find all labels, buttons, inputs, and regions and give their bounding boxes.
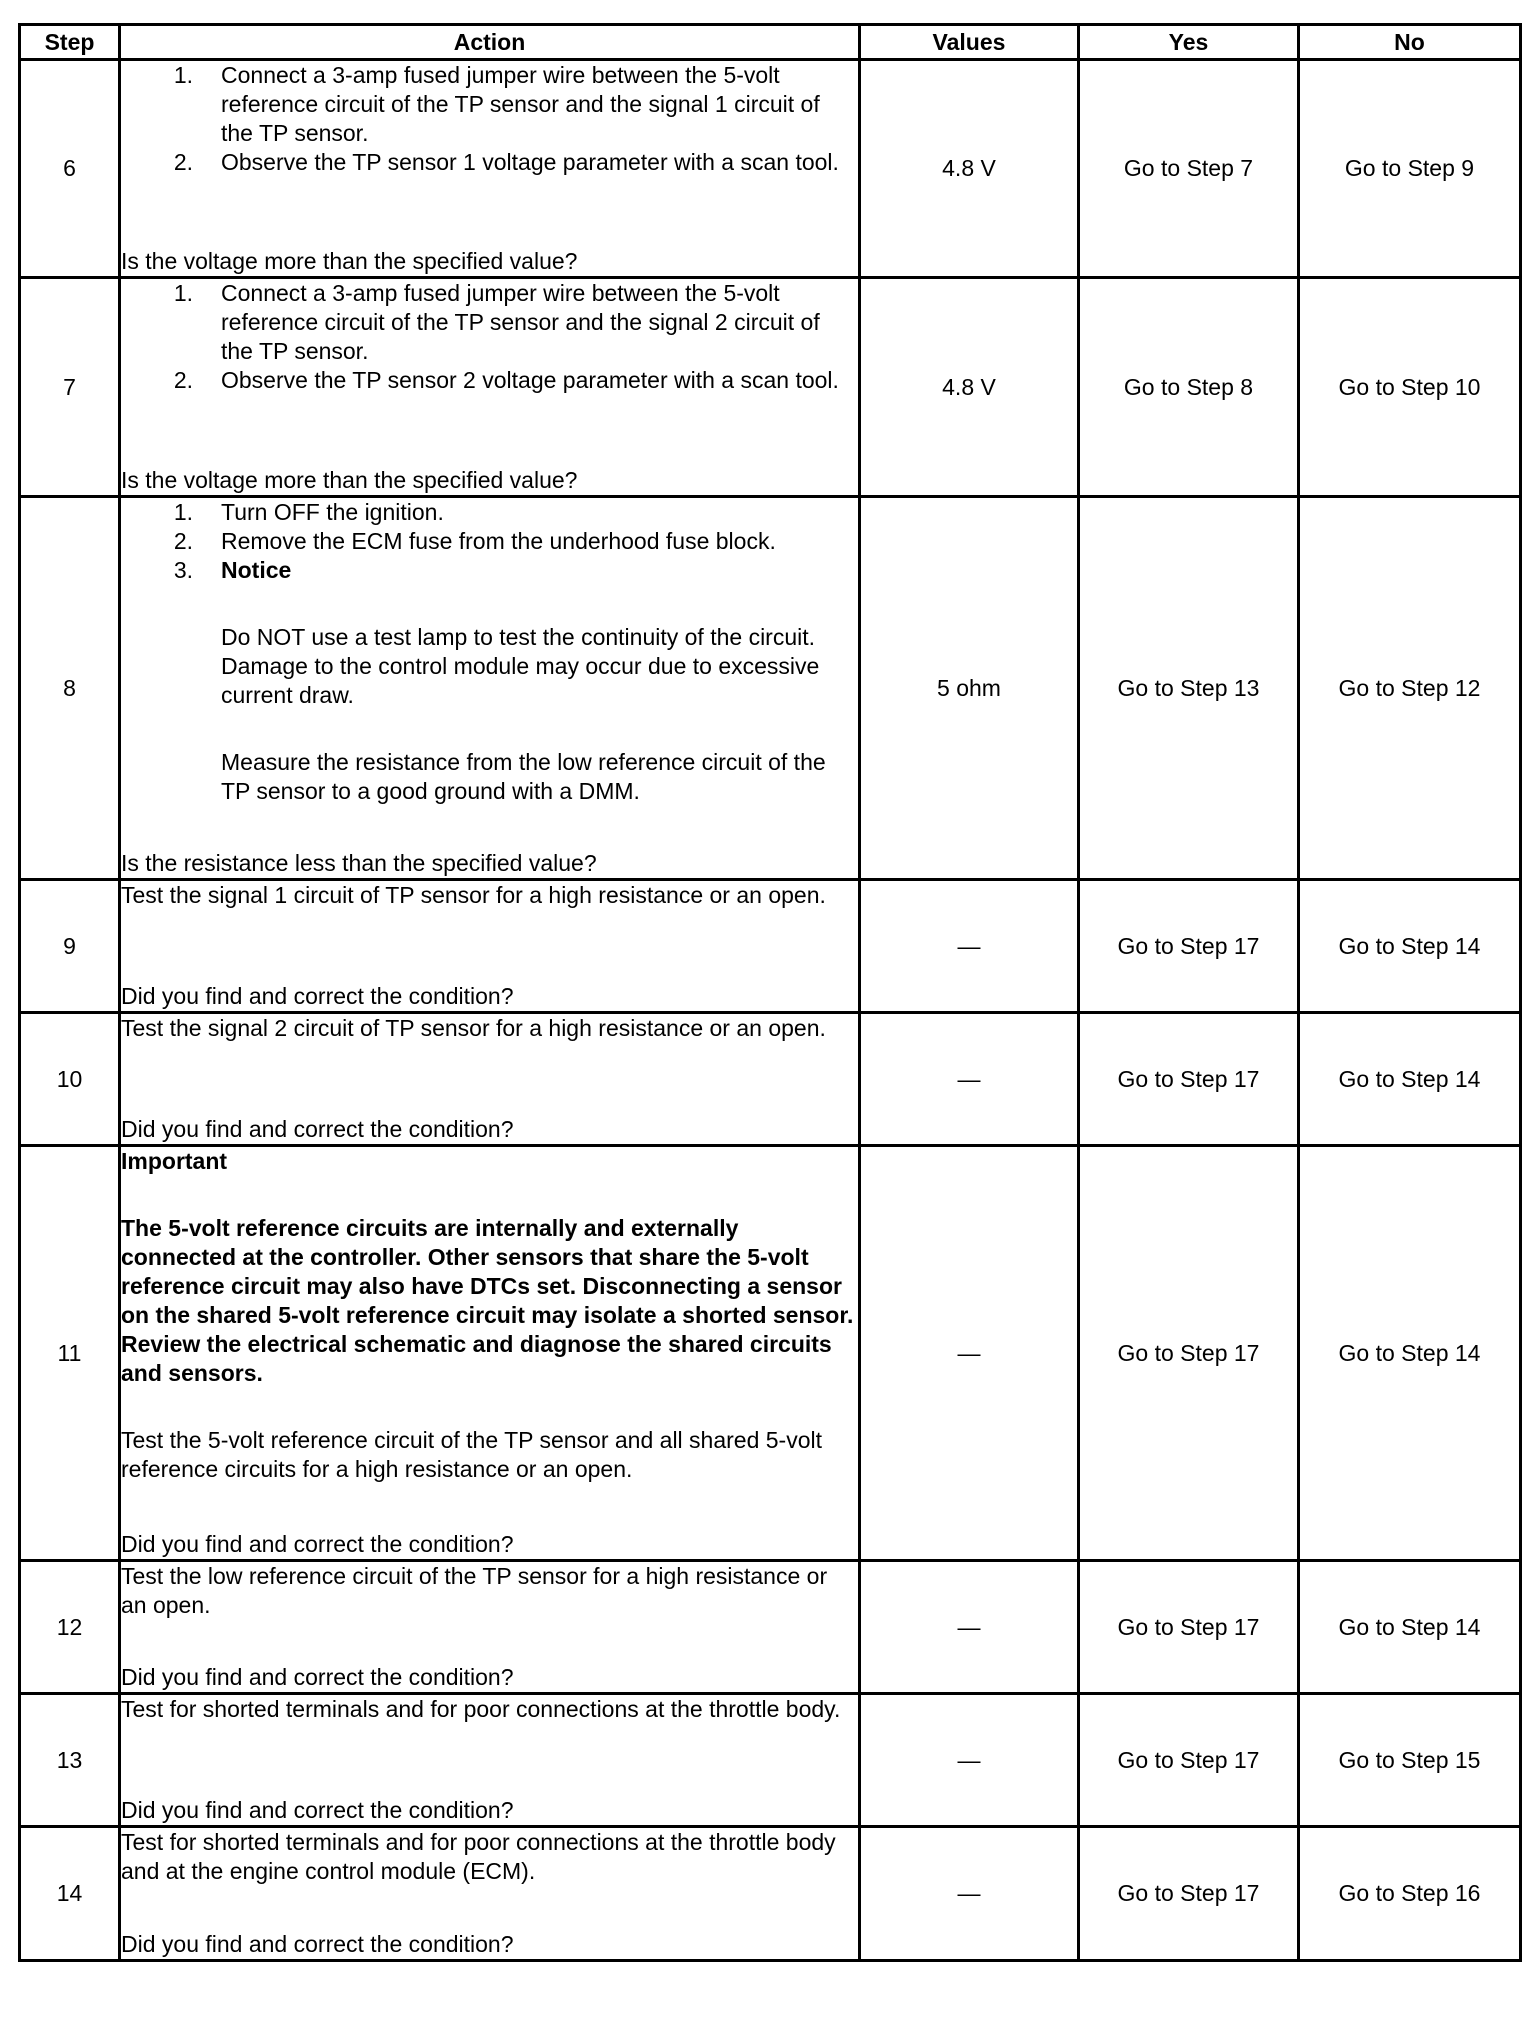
action-cell xyxy=(120,278,860,497)
yes-cell: Go to Step 7 xyxy=(1079,60,1299,278)
action-text: Test the 5-volt reference circuit of the TP sensor and all shared 5-volt reference circuits for a high resistance or an open. xyxy=(121,1427,823,1482)
yes-cell: Go to Step 8 xyxy=(1079,278,1299,497)
table-row xyxy=(20,1694,1521,1827)
step-number: 14 xyxy=(20,1827,120,1961)
list-item-number: 1. xyxy=(173,499,193,525)
table-row xyxy=(20,880,1521,1013)
yes-cell: Go to Step 17 xyxy=(1079,1561,1299,1694)
table-row xyxy=(20,1827,1521,1961)
step-number: 12 xyxy=(20,1561,120,1694)
action-text: Test the signal 1 circuit of TP sensor for a high resistance or an open. xyxy=(121,882,826,908)
table-row xyxy=(20,1013,1521,1146)
no-cell: Go to Step 15 xyxy=(1299,1694,1521,1827)
important-heading: Important xyxy=(121,1148,228,1174)
action-question: Did you find and correct the condition? xyxy=(121,983,514,1009)
action-text: Test for shorted terminals and for poor connections at the throttle body. xyxy=(121,1696,841,1722)
no-cell: Go to Step 16 xyxy=(1299,1827,1521,1961)
list-item-text: Observe the TP sensor 1 voltage parameter with a scan tool. xyxy=(221,149,839,175)
action-cell xyxy=(120,60,860,278)
value-cell: — xyxy=(860,1561,1079,1694)
no-cell: Go to Step 12 xyxy=(1299,497,1521,880)
list-item xyxy=(121,279,858,366)
action-question: Is the voltage more than the specified value? xyxy=(121,248,578,274)
list-item xyxy=(121,527,858,556)
value-cell: — xyxy=(860,1827,1079,1961)
step-number: 9 xyxy=(20,880,120,1013)
action-question: Is the resistance less than the specified value? xyxy=(121,850,597,876)
action-cell xyxy=(120,1827,860,1961)
action-question: Did you find and correct the condition? xyxy=(121,1531,514,1557)
step-number: 8 xyxy=(20,497,120,880)
action-question: Did you find and correct the condition? xyxy=(121,1116,514,1142)
action-steps xyxy=(121,61,858,177)
value-cell: — xyxy=(860,1146,1079,1561)
yes-cell: Go to Step 17 xyxy=(1079,1694,1299,1827)
no-cell: Go to Step 9 xyxy=(1299,60,1521,278)
list-item-text: Observe the TP sensor 2 voltage parameter with a scan tool. xyxy=(221,367,839,393)
value-cell: 4.8 V xyxy=(860,60,1079,278)
list-item-number: 2. xyxy=(173,528,193,554)
header-step: Step xyxy=(20,25,120,60)
list-item xyxy=(121,366,858,395)
action-steps xyxy=(121,279,858,395)
list-item-number: 1. xyxy=(173,280,193,306)
list-item xyxy=(121,148,858,177)
no-cell: Go to Step 10 xyxy=(1299,278,1521,497)
action-question: Did you find and correct the condition? xyxy=(121,1931,514,1957)
notice-heading: Notice xyxy=(221,557,292,583)
list-item xyxy=(121,61,858,148)
list-item-number: 2. xyxy=(173,367,193,393)
action-cell xyxy=(120,880,860,1013)
step-number: 7 xyxy=(20,278,120,497)
action-text: Test for shorted terminals and for poor connections at the throttle body and at the engine control module (ECM). xyxy=(121,1829,836,1884)
action-cell xyxy=(120,1146,860,1561)
list-item xyxy=(121,556,858,585)
important-text: The 5-volt reference circuits are internally and externally connected at the controller. Other sensors that share the 5-volt reference circuit may also have DTCs set. Disconnecting a sensor on the shared 5-volt reference circuit may isolate a shorted sensor. Review the electrical schematic and diagnose the shared circuits and sensors. xyxy=(121,1215,854,1386)
table-row xyxy=(20,1146,1521,1561)
value-cell: 5 ohm xyxy=(860,497,1079,880)
step-number: 10 xyxy=(20,1013,120,1146)
value-cell: 4.8 V xyxy=(860,278,1079,497)
yes-cell: Go to Step 17 xyxy=(1079,880,1299,1013)
table-row xyxy=(20,1561,1521,1694)
action-cell xyxy=(120,1561,860,1694)
table-row xyxy=(20,497,1521,880)
list-item-text: Connect a 3-amp fused jumper wire between the 5-volt reference circuit of the TP sensor and the signal 2 circuit of the TP sensor. xyxy=(221,280,820,364)
header-row xyxy=(20,25,1521,60)
no-cell: Go to Step 14 xyxy=(1299,880,1521,1013)
table-row xyxy=(20,278,1521,497)
no-cell: Go to Step 14 xyxy=(1299,1561,1521,1694)
action-question: Is the voltage more than the specified value? xyxy=(121,467,578,493)
list-item-number: 2. xyxy=(173,149,193,175)
notice-text: Do NOT use a test lamp to test the continuity of the circuit. Damage to the control module may occur due to excessive current draw. xyxy=(221,624,820,708)
yes-cell: Go to Step 17 xyxy=(1079,1146,1299,1561)
yes-cell: Go to Step 13 xyxy=(1079,497,1299,880)
list-item-text: Remove the ECM fuse from the underhood fuse block. xyxy=(221,528,776,554)
action-question: Did you find and correct the condition? xyxy=(121,1797,514,1823)
action-cell xyxy=(120,1013,860,1146)
no-cell: Go to Step 14 xyxy=(1299,1146,1521,1561)
action-question: Did you find and correct the condition? xyxy=(121,1664,514,1690)
list-item-text: Connect a 3-amp fused jumper wire between the 5-volt reference circuit of the TP sensor and the signal 1 circuit of the TP sensor. xyxy=(221,62,820,146)
action-cell xyxy=(120,1694,860,1827)
yes-cell: Go to Step 17 xyxy=(1079,1013,1299,1146)
header-values: Values xyxy=(860,25,1079,60)
table-row xyxy=(20,60,1521,278)
action-cell xyxy=(120,497,860,880)
header-no: No xyxy=(1299,25,1521,60)
header-yes: Yes xyxy=(1079,25,1299,60)
action-steps xyxy=(121,498,858,585)
value-cell: — xyxy=(860,880,1079,1013)
measure-instruction: Measure the resistance from the low reference circuit of the TP sensor to a good ground with a DMM. xyxy=(221,749,826,804)
value-cell: — xyxy=(860,1694,1079,1827)
diagnostic-table xyxy=(18,23,1522,1962)
header-action: Action xyxy=(120,25,860,60)
list-item xyxy=(121,498,858,527)
action-text: Test the signal 2 circuit of TP sensor for a high resistance or an open. xyxy=(121,1015,826,1041)
list-item-number: 1. xyxy=(173,62,193,88)
step-number: 11 xyxy=(20,1146,120,1561)
value-cell: — xyxy=(860,1013,1079,1146)
step-number: 6 xyxy=(20,60,120,278)
action-text: Test the low reference circuit of the TP sensor for a high resistance or an open. xyxy=(121,1563,828,1618)
step-number: 13 xyxy=(20,1694,120,1827)
yes-cell: Go to Step 17 xyxy=(1079,1827,1299,1961)
no-cell: Go to Step 14 xyxy=(1299,1013,1521,1146)
list-item-text: Turn OFF the ignition. xyxy=(221,499,444,525)
list-item-number: 3. xyxy=(173,557,193,583)
